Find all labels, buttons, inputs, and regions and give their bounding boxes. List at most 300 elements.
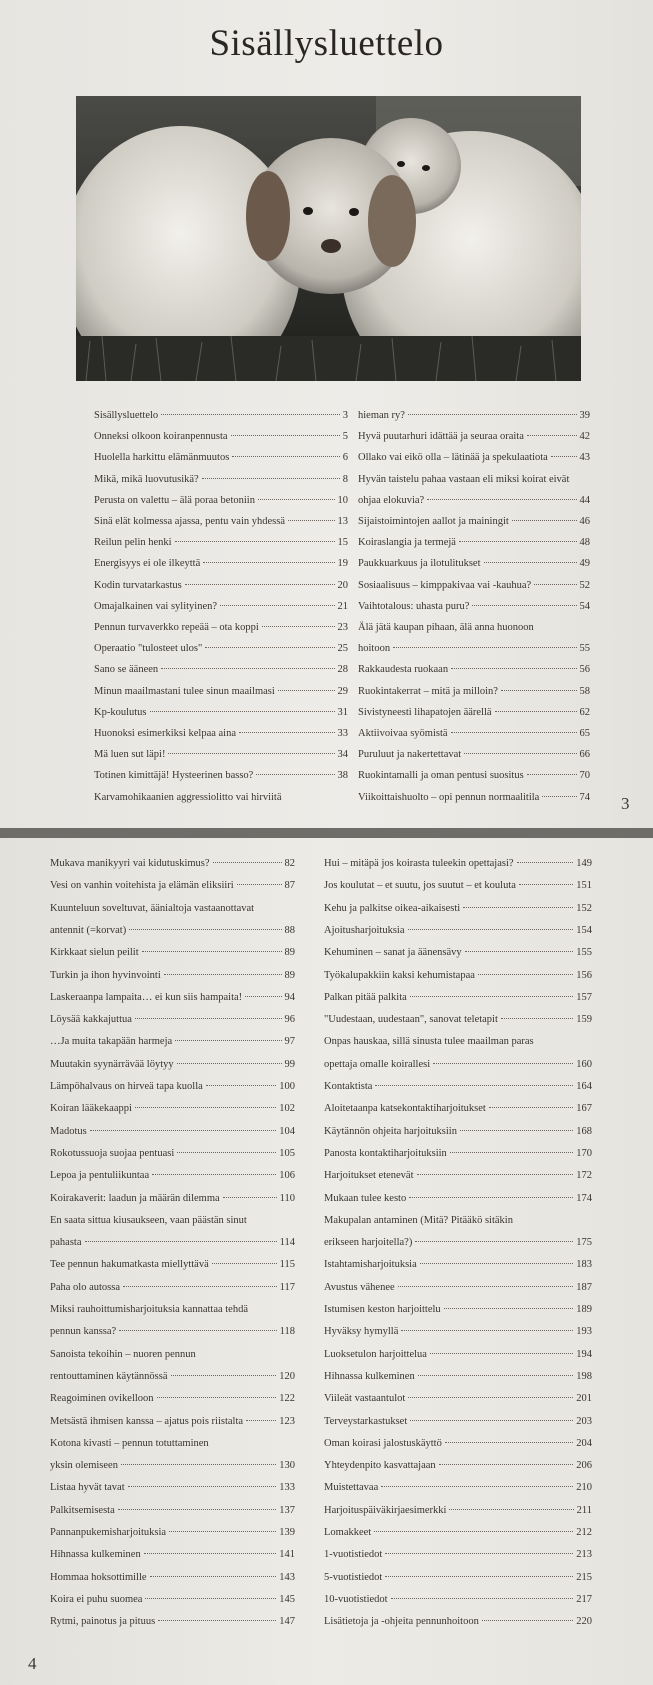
dot-leader	[245, 996, 281, 997]
page-number: 4	[28, 1654, 37, 1673]
toc-entry-page: 110	[279, 1192, 295, 1204]
toc-entry-title: Ruokintamalli ja oman pentusi suositus	[358, 770, 524, 782]
toc-entry-title: Reagoiminen ovikelloon	[50, 1393, 154, 1405]
toc-entry-page: 118	[279, 1326, 295, 1338]
dot-leader	[410, 996, 573, 997]
dot-leader	[158, 1620, 276, 1621]
dot-leader	[460, 1130, 573, 1131]
toc-entry-title: Mukava manikyyri vai kidutuskimus?	[50, 858, 210, 869]
toc-entry	[358, 474, 590, 485]
dot-leader	[408, 1397, 573, 1398]
toc-entry-page: 137	[279, 1504, 295, 1516]
toc-entry-page: 154	[576, 924, 592, 936]
toc-entry	[50, 1237, 295, 1248]
toc-entry-title: Terveystarkastukset	[324, 1415, 408, 1427]
dot-leader	[246, 1420, 276, 1421]
toc-entry-title: Sijaistoimintojen aallot ja mainingit	[358, 516, 509, 527]
toc-entry-title: Lomakkeet	[324, 1527, 372, 1538]
toc-entry	[94, 410, 348, 421]
toc-entry-page: 164	[576, 1081, 592, 1092]
toc-entry-page: 29	[337, 685, 348, 697]
toc-entry	[324, 1416, 592, 1427]
dot-leader	[239, 732, 334, 733]
dot-leader	[90, 1130, 277, 1131]
toc-entry	[50, 1014, 295, 1025]
dot-leader	[142, 951, 282, 952]
toc-entry-page: 70	[579, 770, 590, 782]
toc-entry	[324, 1572, 592, 1583]
toc-entry-title: Paukkuarkuus ja ilotulitukset	[358, 558, 481, 570]
toc-entry-page: 43	[579, 452, 590, 464]
toc-entry-title: Mikä, mikä luovutusikä?	[94, 473, 199, 485]
dot-leader	[417, 1174, 574, 1175]
toc-entry-title: Hihnassa kulkeminen	[50, 1549, 141, 1561]
toc-entry-title: Palkan pitää palkita	[324, 991, 407, 1003]
toc-entry	[324, 1482, 592, 1493]
toc-entry-page: 215	[576, 1571, 592, 1583]
dot-leader	[262, 626, 335, 627]
toc-entry	[50, 880, 295, 891]
toc-entry-title: Löysää kakkajuttua	[50, 1014, 132, 1026]
toc-entry-title: Jos koulutat – et suutu, jos suutut – et kouluta	[324, 880, 516, 892]
toc-entry-title: antennit (=korvat)	[50, 924, 127, 936]
toc-entry-title: Yhteydenpito kasvattajaan	[324, 1460, 436, 1472]
toc-entry	[358, 770, 590, 781]
toc-entry	[94, 580, 348, 591]
toc-entry	[50, 903, 295, 914]
toc-entry	[50, 992, 295, 1003]
toc-entry-page: 8	[342, 473, 348, 485]
toc-entry	[94, 749, 348, 760]
toc-entry	[50, 1572, 295, 1583]
toc-entry-page: 141	[279, 1549, 295, 1561]
toc-entry-title: pahasta	[50, 1237, 82, 1249]
toc-entry	[358, 601, 590, 612]
toc-entry	[358, 749, 590, 760]
toc-entry-page: 21	[337, 600, 348, 612]
dot-leader	[150, 711, 335, 712]
toc-entry	[358, 707, 590, 718]
toc-entry-page: 155	[576, 947, 592, 959]
toc-entry-title: Karvamohikaanien aggressiolitto vai hirviitä	[94, 791, 282, 803]
toc-entry	[358, 495, 590, 506]
toc-entry-title: Muistettavaa	[324, 1482, 379, 1494]
dot-leader	[152, 1174, 276, 1175]
toc-entry-page: 170	[576, 1147, 592, 1159]
toc-entry-page: 23	[337, 622, 348, 633]
toc-entry	[50, 858, 295, 869]
toc-entry	[50, 1349, 295, 1360]
dot-leader	[220, 605, 334, 606]
toc-entry	[358, 580, 590, 591]
toc-entry-page: 160	[576, 1058, 592, 1070]
toc-entry-page: 31	[337, 706, 348, 718]
toc-entry-title: Onneksi olkoon koiranpennusta	[94, 431, 228, 443]
dot-leader	[374, 1531, 573, 1532]
toc-entry-title: ohjaa elokuvia?	[358, 494, 425, 506]
toc-entry-page: 49	[579, 558, 590, 570]
dot-leader	[478, 974, 573, 975]
toc-entry	[50, 1616, 295, 1627]
toc-entry-title: Kotona kivasti – pennun totuttaminen	[50, 1437, 209, 1449]
dot-leader	[427, 499, 576, 500]
toc-entry	[50, 1036, 295, 1047]
toc-entry-title: 10-vuotistiedot	[324, 1593, 388, 1605]
toc-entry-page: 167	[576, 1103, 592, 1115]
toc-entry-title: Sivistyneesti lihapatojen äärellä	[358, 706, 492, 718]
toc-entry-page: 33	[337, 728, 348, 739]
toc-entry-page: 156	[576, 969, 592, 981]
dot-leader	[464, 753, 576, 754]
toc-entry	[358, 558, 590, 569]
dot-leader	[449, 1509, 573, 1510]
toc-entry	[324, 1349, 592, 1360]
toc-entry-page: 115	[279, 1259, 295, 1271]
toc-entry	[324, 1036, 592, 1047]
toc-entry-title: Pennun turvaverkko repeää – ota koppi	[94, 622, 259, 633]
toc-entry-page: 172	[576, 1170, 592, 1182]
toc-entry-page: 117	[279, 1281, 295, 1293]
toc-entry-page: 89	[284, 947, 295, 959]
toc-entry	[50, 925, 295, 936]
dot-leader	[129, 929, 281, 930]
toc-entry-title: Vaihtotalous: uhasta puru?	[358, 600, 470, 612]
toc-entry-title: Koiraslangia ja termejä	[358, 537, 456, 549]
toc-entry-page: 201	[576, 1393, 592, 1405]
dot-leader	[205, 647, 334, 648]
toc-entry-title: Miksi rauhoittumisharjoituksia kannattaa tehdä	[50, 1304, 248, 1315]
toc-entry	[324, 1126, 592, 1137]
dot-leader	[121, 1464, 276, 1465]
toc-entry-page: 174	[576, 1192, 592, 1204]
dot-leader	[534, 584, 576, 585]
toc-entry	[94, 792, 348, 803]
toc-entry-page: 152	[576, 902, 592, 914]
toc-entry-title: Istahtamisharjoituksia	[324, 1259, 417, 1271]
puppies-photo-graphic	[76, 96, 581, 381]
toc-entry-page: 94	[284, 991, 295, 1003]
toc-entry-title: Hui – mitäpä jos koirasta tuleekin opettajasi?	[324, 858, 514, 869]
dot-leader	[401, 1330, 573, 1331]
toc-entry-title: Aktiivoivaa syömistä	[358, 728, 448, 739]
dot-leader	[450, 1152, 573, 1153]
toc-entry-page: 58	[579, 685, 590, 697]
toc-entry-title: Onpas hauskaa, sillä sinusta tulee maailman paras	[324, 1036, 534, 1048]
toc-entry-page: 130	[279, 1460, 295, 1472]
toc-entry-title: hoitoon	[358, 643, 391, 655]
dot-leader	[385, 1576, 573, 1577]
dot-leader	[451, 668, 576, 669]
book-page-bottom	[0, 838, 653, 1685]
toc-entry-title: Hyvä puutarhuri idättää ja seuraa oraita	[358, 431, 524, 443]
toc-entry	[50, 1215, 295, 1226]
toc-entry-title: Minun maailmastani tulee sinun maailmasi	[94, 685, 275, 697]
dot-leader	[150, 1576, 277, 1577]
dot-leader	[175, 541, 335, 542]
toc-entry-page: 105	[279, 1147, 295, 1159]
toc-entry-page: 99	[284, 1058, 295, 1070]
toc-entry-page: 19	[337, 558, 348, 570]
toc-entry-title: Kontaktista	[324, 1081, 373, 1092]
toc-entry-title: erikseen harjoitella?)	[324, 1237, 413, 1249]
toc-entry	[324, 903, 592, 914]
toc-entry-title: Rakkaudesta ruokaan	[358, 664, 449, 676]
toc-entry-title: Makupalan antaminen (Mitä? Pitääkö sitäkin	[324, 1214, 513, 1226]
toc-entry-title: Vesi on vanhin voitehista ja elämän eliksiiri	[50, 880, 234, 892]
toc-entry	[324, 1505, 592, 1516]
toc-entry-page: 183	[576, 1259, 592, 1271]
toc-entry-page: 54	[579, 600, 590, 612]
toc-entry	[324, 1460, 592, 1471]
toc-entry-page: 114	[279, 1237, 295, 1249]
toc-entry-page: 97	[284, 1036, 295, 1048]
toc-entry	[94, 707, 348, 718]
toc-entry-page: 62	[579, 706, 590, 718]
toc-entry	[324, 880, 592, 891]
toc-entry	[50, 1193, 295, 1204]
toc-entry-title: Luoksetulon harjoittelua	[324, 1348, 427, 1360]
toc-entry-page: 147	[279, 1616, 295, 1628]
toc-entry-title: Omajalkainen vai sylityinen?	[94, 600, 218, 612]
toc-entry	[94, 622, 348, 633]
toc-entry	[94, 537, 348, 548]
toc-entry-title: Reilun pelin henki	[94, 537, 172, 549]
toc-entry-page: 106	[279, 1170, 295, 1182]
dot-leader	[231, 435, 340, 436]
toc-entry-page: 157	[576, 991, 592, 1003]
dot-leader	[203, 562, 334, 563]
toc-entry	[94, 686, 348, 697]
toc-entry-title: Koiran lääkekaappi	[50, 1103, 132, 1115]
toc-entry-title: Kodin turvatarkastus	[94, 579, 182, 591]
toc-entry-title: Kuunteluun soveltuvat, äänialtoja vastaanottavat	[50, 902, 255, 914]
toc-entry-page: 194	[576, 1348, 592, 1360]
toc-entry-title: yksin olemiseen	[50, 1460, 118, 1472]
toc-entry-page: 149	[576, 858, 592, 869]
toc-entry	[50, 1549, 295, 1560]
dot-leader	[385, 1553, 573, 1554]
dot-leader	[418, 1375, 574, 1376]
toc-entry	[50, 1059, 295, 1070]
dot-leader	[527, 774, 577, 775]
dot-leader	[177, 1063, 282, 1064]
toc-entry-title: Ajoitusharjoituksia	[324, 924, 405, 936]
toc-entry-page: 168	[576, 1125, 592, 1137]
toc-entry-title: Huolella harkittu elämänmuutos	[94, 452, 230, 464]
toc-entry	[324, 1148, 592, 1159]
dot-leader	[128, 1486, 277, 1487]
toc-entry-title: Koira ei puhu suomea	[50, 1593, 143, 1605]
toc-entry-title: Harjoitukset etenevät	[324, 1170, 414, 1182]
toc-entry-page: 88	[284, 924, 295, 936]
toc-entry-title: Operaatio "tulosteet ulos"	[94, 643, 203, 655]
toc-entry-title: Rytmi, painotus ja pituus	[50, 1616, 156, 1628]
toc-entry	[324, 1282, 592, 1293]
toc-entry-page: 38	[337, 770, 348, 782]
page-number: 3	[621, 794, 630, 813]
toc-entry-page: 28	[337, 664, 348, 676]
toc-entry	[50, 1170, 295, 1181]
dot-leader	[175, 1040, 281, 1041]
toc-entry-title: …Ja muita takapään harmeja	[50, 1036, 173, 1048]
toc-entry-title: Kehuminen – sanat ja äänensävy	[324, 947, 462, 959]
toc-entry-page: 122	[279, 1393, 295, 1405]
toc-entry-page: 187	[576, 1281, 592, 1293]
toc-entry	[50, 1282, 295, 1293]
toc-entry-title: Panosta kontaktiharjoituksiin	[324, 1147, 447, 1159]
toc-entry-title: Listaa hyvät tavat	[50, 1482, 125, 1494]
toc-entry-title: Älä jätä kaupan pihaan, älä anna huonoon	[358, 622, 534, 633]
toc-entry-title: Työkalupakkiin kaksi kehumistapaa	[324, 969, 475, 981]
toc-entry	[50, 1371, 295, 1382]
toc-entry-page: 198	[576, 1370, 592, 1382]
dot-leader	[375, 1085, 573, 1086]
puppies-photo-icon	[76, 96, 581, 381]
toc-entry-page: 44	[579, 494, 590, 506]
dot-leader	[118, 1509, 277, 1510]
toc-entry-title: Koirakaverit: laadun ja määrän dilemma	[50, 1192, 220, 1204]
toc-entry-title: rentouttaminen käytännössä	[50, 1370, 168, 1382]
toc-entry	[94, 558, 348, 569]
toc-entry-title: Pannanpukemisharjoituksia	[50, 1527, 167, 1538]
toc-entry-page: 220	[576, 1616, 592, 1628]
toc-entry-title: Hyväksy hymyllä	[324, 1326, 399, 1338]
toc-entry	[50, 1438, 295, 1449]
toc-entry-page: 66	[579, 749, 590, 761]
dot-leader	[501, 690, 577, 691]
toc-entry-title: Sisällysluettelo	[94, 410, 159, 421]
toc-entry-title: Hommaa hoksottimille	[50, 1571, 147, 1583]
dot-leader	[409, 1197, 573, 1198]
toc-entry-page: 34	[337, 749, 348, 761]
toc-entry-page: 120	[279, 1370, 295, 1382]
toc-entry-page: 89	[284, 969, 295, 981]
toc-entry	[324, 1170, 592, 1181]
dot-leader	[168, 753, 334, 754]
toc-entry	[324, 1304, 592, 1315]
toc-entry	[50, 1304, 295, 1315]
toc-entry	[358, 452, 590, 463]
toc-entry-title: Mukaan tulee kesto	[324, 1192, 407, 1204]
toc-entry-title: Lisätietoja ja -ohjeita pennunhoitoon	[324, 1616, 479, 1628]
toc-entry-page: 3	[342, 410, 348, 421]
dot-leader	[430, 1353, 573, 1354]
toc-entry	[358, 686, 590, 697]
toc-entry-page: 217	[576, 1593, 592, 1605]
toc-entry-page: 123	[279, 1415, 295, 1427]
toc-entry	[358, 622, 590, 633]
toc-entry	[358, 410, 590, 421]
toc-entry-page: 10	[337, 494, 348, 506]
dot-leader	[444, 1308, 574, 1309]
toc-entry	[358, 516, 590, 527]
toc-entry-page: 6	[342, 452, 348, 464]
toc-entry	[324, 1527, 592, 1538]
toc-entry-title: Sano se ääneen	[94, 664, 159, 676]
toc-entry-title: Tee pennun hakumatkasta miellyttävä	[50, 1259, 209, 1271]
toc-entry-title: Puruluut ja nakertettavat	[358, 749, 462, 761]
toc-entry-title: Paha olo autossa	[50, 1281, 120, 1293]
toc-entry-title: Energisyys ei ole ilkeyttä	[94, 558, 201, 570]
toc-entry-page: 151	[576, 880, 592, 892]
toc-entry	[324, 1594, 592, 1605]
toc-entry-title: Muutakin syynärrävää löytyy	[50, 1058, 174, 1070]
dot-leader	[512, 520, 577, 521]
toc-entry-title: Huonoksi esimerkiksi kelpaa aina	[94, 728, 237, 739]
toc-entry	[50, 947, 295, 958]
toc-entry	[358, 431, 590, 442]
dot-leader	[258, 499, 335, 500]
toc-entry-page: 42	[579, 431, 590, 443]
toc-entry-title: hieman ry?	[358, 410, 405, 421]
toc-entry-page: 5	[342, 431, 348, 443]
toc-entry	[324, 1438, 592, 1449]
dot-leader	[484, 562, 577, 563]
toc-entry-page: 46	[579, 516, 590, 527]
dot-leader	[542, 796, 576, 797]
toc-entry	[94, 664, 348, 675]
toc-entry-page: 25	[337, 643, 348, 655]
dot-leader	[123, 1286, 277, 1287]
dot-leader	[169, 1531, 276, 1532]
dot-leader	[393, 647, 576, 648]
toc-entry-title: Käytännön ohjeita harjoituksiin	[324, 1125, 457, 1137]
dot-leader	[445, 1442, 573, 1443]
dot-leader	[119, 1330, 276, 1331]
toc-entry-title: Ollako vai eikö olla – lätinää ja spekulaatiota	[358, 452, 548, 464]
toc-entry	[50, 1416, 295, 1427]
toc-entry-page: 203	[576, 1415, 592, 1427]
dot-leader	[501, 1018, 573, 1019]
toc-entry	[50, 1148, 295, 1159]
toc-entry-page: 104	[279, 1125, 295, 1137]
dot-leader	[278, 690, 335, 691]
toc-entry-page: 212	[576, 1527, 592, 1538]
toc-entry-title: "Uudestaan, uudestaan", sanovat teletapit	[324, 1014, 498, 1026]
toc-entry-page: 139	[279, 1527, 295, 1538]
toc-entry-title: Aloitetaanpa katsekontaktiharjoitukset	[324, 1103, 486, 1115]
toc-entry	[324, 1549, 592, 1560]
toc-entry	[324, 1014, 592, 1025]
dot-leader	[451, 732, 577, 733]
toc-entry-title: Viileät vastaantulot	[324, 1393, 406, 1405]
toc-entry-title: En saata sittua kiusaukseen, vaan päästän sinut	[50, 1214, 247, 1226]
dot-leader	[171, 1375, 277, 1376]
toc-entry-title: Lepoa ja pentuliikuntaa	[50, 1170, 150, 1182]
toc-entry	[324, 925, 592, 936]
toc-entry-page: 52	[579, 579, 590, 591]
toc-entry-title: Harjoituspäiväkirjaesimerkki	[324, 1504, 447, 1516]
dot-leader	[420, 1263, 574, 1264]
page-separator	[0, 828, 653, 838]
dot-leader	[489, 1107, 573, 1108]
toc-entry-page: 20	[337, 579, 348, 591]
toc-entry-title: Turkin ja ihon hyvinvointi	[50, 969, 161, 981]
toc-entry-page: 159	[576, 1014, 592, 1026]
toc-entry-title: Kp-koulutus	[94, 706, 147, 718]
toc-entry	[94, 495, 348, 506]
toc-entry	[50, 1527, 295, 1538]
dot-leader	[144, 1553, 277, 1554]
dot-leader	[381, 1486, 573, 1487]
toc-entry-title: 1-vuotistiedot	[324, 1549, 383, 1561]
toc-entry-title: Hyvän taistelu pahaa vastaan eli miksi koirat eivät	[358, 473, 570, 485]
toc-entry-title: Hihnassa kulkeminen	[324, 1370, 415, 1382]
toc-entry	[50, 1259, 295, 1270]
dot-leader	[256, 774, 334, 775]
toc-entry	[324, 992, 592, 1003]
toc-entry	[324, 1371, 592, 1382]
